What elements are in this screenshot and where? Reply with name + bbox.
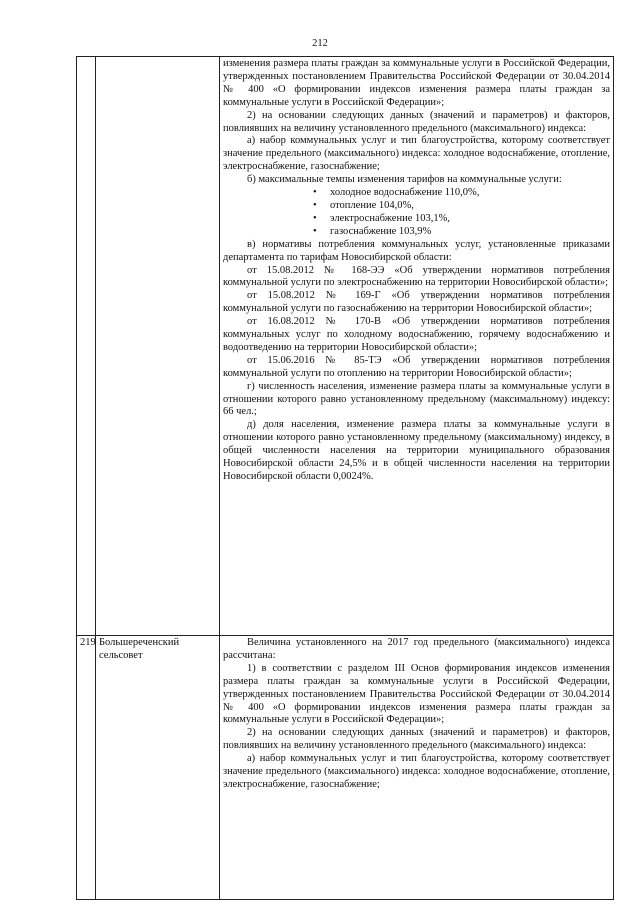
municipality-name — [99, 57, 216, 58]
continuation-paragraph: изменения размера платы граждан за коммунальные услуги в Российской Федерации, утвержденных постановлением Правительства Российской Федерации от 30.04.2014 № 400 «О формировании индексов изменения размера платы граждан за коммунальные услуги в Российской Федерации»; — [223, 58, 610, 108]
item-d-paragraph: д) доля населения, изменение размера платы за коммунальные услуги в отношении которого равно установленному предельному (максимальному) индексу, в общей численности населения на территории муниципального образования Новосибирской области 24,5% и в общей численности населения на территории Новосибирской области 0,0024%. — [223, 419, 610, 482]
item-a-paragraph: а) набор коммунальных услуг и тип благоустройства, которому соответствует значение предельного (максимального) индекса: холодное водоснабжение, отопление, электроснабжение, газоснабжение; — [223, 135, 610, 173]
table-row — [77, 57, 614, 636]
item-v-paragraph: в) нормативы потребления коммунальных услуг, установленные приказами департамента по тарифам Новосибирской области: — [223, 238, 610, 263]
point-2-paragraph: 2) на основании следующих данных (значений и параметров) и факторов, повлиявших на величину установленного предельного (максимального) индекса: — [223, 727, 610, 752]
row-number — [80, 57, 92, 58]
justification-cell — [220, 57, 614, 636]
item-g-paragraph: г) численность населения, изменение размера платы за коммунальные услуги в отношении которого равно установленному предельному (максимальному) индексу: 66 чел.; — [223, 380, 610, 418]
item-a-paragraph: а) набор коммунальных услуг и тип благоустройства, которому соответствует значение предельного (максимального) индекса: холодное водоснабжение, отопление, электроснабжение, газоснабжение; — [223, 753, 610, 790]
indices-table — [76, 56, 614, 900]
order-3-paragraph: от 16.08.2012 № 170-В «Об утверждении нормативов потребления коммунальных услуг по холодному водоснабжению, горячему водоснабжению и водоотведению на территории Новосибирской области»; — [223, 316, 610, 353]
row-number-cell — [77, 636, 96, 900]
list-item: • холодное водоснабжение 110,0%, — [223, 187, 610, 200]
point-1-paragraph: 1) в соответствии с разделом III Основ формирования индексов изменения размера платы граждан за коммунальные услуги в Российской Федерации, утвержденных постановлением Правительства Российской Федерации от 30.04.2014 № 400 «О формировании индексов изменения размера платы граждан за коммунальные услуги в Российской Федерации»; — [223, 662, 610, 726]
page-number: 212 — [312, 38, 328, 49]
list-item: • отопление 104,0%, — [223, 200, 610, 213]
order-4-paragraph: от 15.06.2016 № 85-ТЭ «Об утверждении нормативов потребления коммунальной услуги по отоплению на территории Новосибирской области»; — [223, 354, 610, 379]
item-b-paragraph: б) максимальные темпы изменения тарифов на коммунальные услуги: — [247, 174, 562, 186]
municipality-cell — [96, 57, 220, 636]
row-number: 219 — [80, 637, 96, 648]
table-row — [77, 636, 614, 900]
point-2-paragraph: 2) на основании следующих данных (значений и параметров) и факторов, повлиявших на величину установленного предельного (максимального) индекса: — [223, 109, 610, 134]
order-2-paragraph: от 15.08.2012 № 169-Г «Об утверждении нормативов потребления коммунальной услуги по газоснабжению на территории Новосибирской области»; — [223, 290, 610, 315]
list-item: • электроснабжение 103,1%, — [223, 213, 610, 226]
municipality-name: Большереченский сельсовет — [99, 637, 180, 661]
row-number-cell — [77, 57, 96, 636]
tariff-growth-list — [223, 187, 610, 239]
order-1-paragraph: от 15.08.2012 № 168-ЭЭ «Об утверждении нормативов потребления коммунальной услуги по электроснабжению на территории Новосибирской области»; — [223, 264, 610, 289]
intro-paragraph: Величина установленного на 2017 год предельного (максимального) индекса рассчитана: — [223, 637, 610, 661]
list-item: • газоснабжение 103,9% — [223, 226, 610, 239]
municipality-cell — [96, 636, 220, 900]
justification-cell — [220, 636, 614, 900]
